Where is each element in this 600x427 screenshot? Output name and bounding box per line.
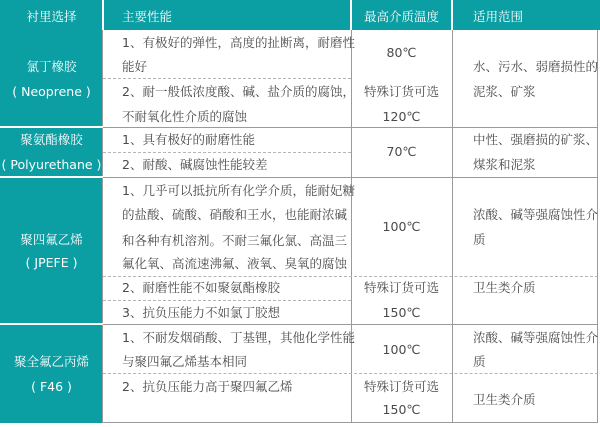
usage-text: 中性、强磨损的矿浆、 (473, 132, 599, 147)
property-text: 与聚四氟乙烯基本相同 (122, 354, 248, 369)
divider (452, 30, 453, 423)
temperature: 80℃ (386, 45, 417, 60)
usage-text: 卫生类介质 (473, 280, 536, 295)
usage-text: 卫生类介质 (473, 392, 536, 407)
usage-text: 浓酸、碱等强腐蚀性介 (473, 207, 599, 222)
row-divider (103, 324, 598, 325)
usage-text: 水、污水、弱磨损性的 (473, 59, 599, 74)
lining-name: 聚四氟乙烯 (20, 232, 83, 247)
property-text: 的盐酸、硫酸、硝酸和王水，也能耐浓碱 (122, 207, 348, 222)
property-text: 2、耐酸、碱腐蚀性能较差 (122, 157, 268, 172)
temperature: 120℃ (382, 109, 421, 124)
usage-text: 浓酸、碱等强腐蚀性介 (473, 330, 599, 345)
header-usage: 适用范围 (473, 9, 524, 24)
property-text: 1、具有极好的耐磨性能 (122, 132, 255, 147)
property-text: 不耐氧化性介质的腐蚀 (122, 109, 248, 124)
header-properties: 主要性能 (122, 9, 173, 24)
row-divider (0, 323, 103, 325)
usage-text: 质 (473, 232, 486, 247)
property-text: 1、不耐发烟硝酸、丁基锂，其他化学性能 (122, 330, 355, 345)
row-divider (103, 177, 598, 178)
row-divider (0, 126, 103, 128)
property-text: 2、耐一般低浓度酸、碱、盐介质的腐蚀， (122, 84, 355, 99)
temperature: 100℃ (382, 342, 421, 357)
property-text: 氟化氧、高流速沸氟、液氧、臭氧的腐蚀 (122, 256, 348, 271)
property-text: 1、几乎可以抵抗所有化学介质，能耐妃糖 (122, 183, 355, 198)
property-text: 2、抗负压能力高于聚四氟乙烯 (122, 379, 293, 394)
lining-name-en: ( F46 ) (31, 379, 72, 394)
temperature-note: 特殊订货可选 (363, 280, 439, 295)
lining-name-en: ( Polyurethane ) (1, 157, 102, 172)
lining-name-en: ( JPEFE ) (25, 255, 78, 270)
usage-text: 煤浆和泥浆 (473, 157, 536, 172)
lining-name: 聚全氟乙丙烯 (13, 354, 89, 369)
row-divider (103, 127, 598, 128)
property-text: 2、耐磨性能不如聚氨酯橡胶 (122, 280, 280, 295)
sub-divider (103, 152, 351, 153)
temperature: 150℃ (382, 402, 421, 417)
lining-name-en: ( Neoprene ) (12, 84, 91, 99)
temperature-note: 特殊订货可选 (363, 84, 439, 99)
property-text: 3、抗负压能力不如氯丁胶想 (122, 305, 280, 320)
header-lining: 衬里选择 (26, 9, 77, 24)
sub-divider (103, 78, 351, 79)
property-text: 能好 (122, 59, 148, 74)
temperature: 100℃ (382, 219, 421, 234)
temperature: 150℃ (382, 305, 421, 320)
row-divider (0, 176, 103, 178)
usage-text: 泥浆、矿浆 (473, 84, 536, 99)
sub-divider (103, 276, 598, 277)
sub-divider (103, 300, 351, 301)
sub-divider (103, 373, 598, 374)
usage-text: 质 (473, 354, 486, 369)
temperature: 70℃ (386, 144, 417, 159)
temperature-note: 特殊订货可选 (363, 379, 439, 394)
lining-name: 氯丁橡胶 (26, 59, 77, 74)
header-temperature: 最高介质温度 (363, 9, 439, 24)
property-text: 和各种有机溶剂。不耐三氟化氯、高温三 (122, 233, 348, 248)
lining-name: 聚氨酯橡胶 (20, 132, 83, 147)
property-text: 1、有极好的弹性，高度的扯断离，耐磨性 (122, 35, 355, 50)
